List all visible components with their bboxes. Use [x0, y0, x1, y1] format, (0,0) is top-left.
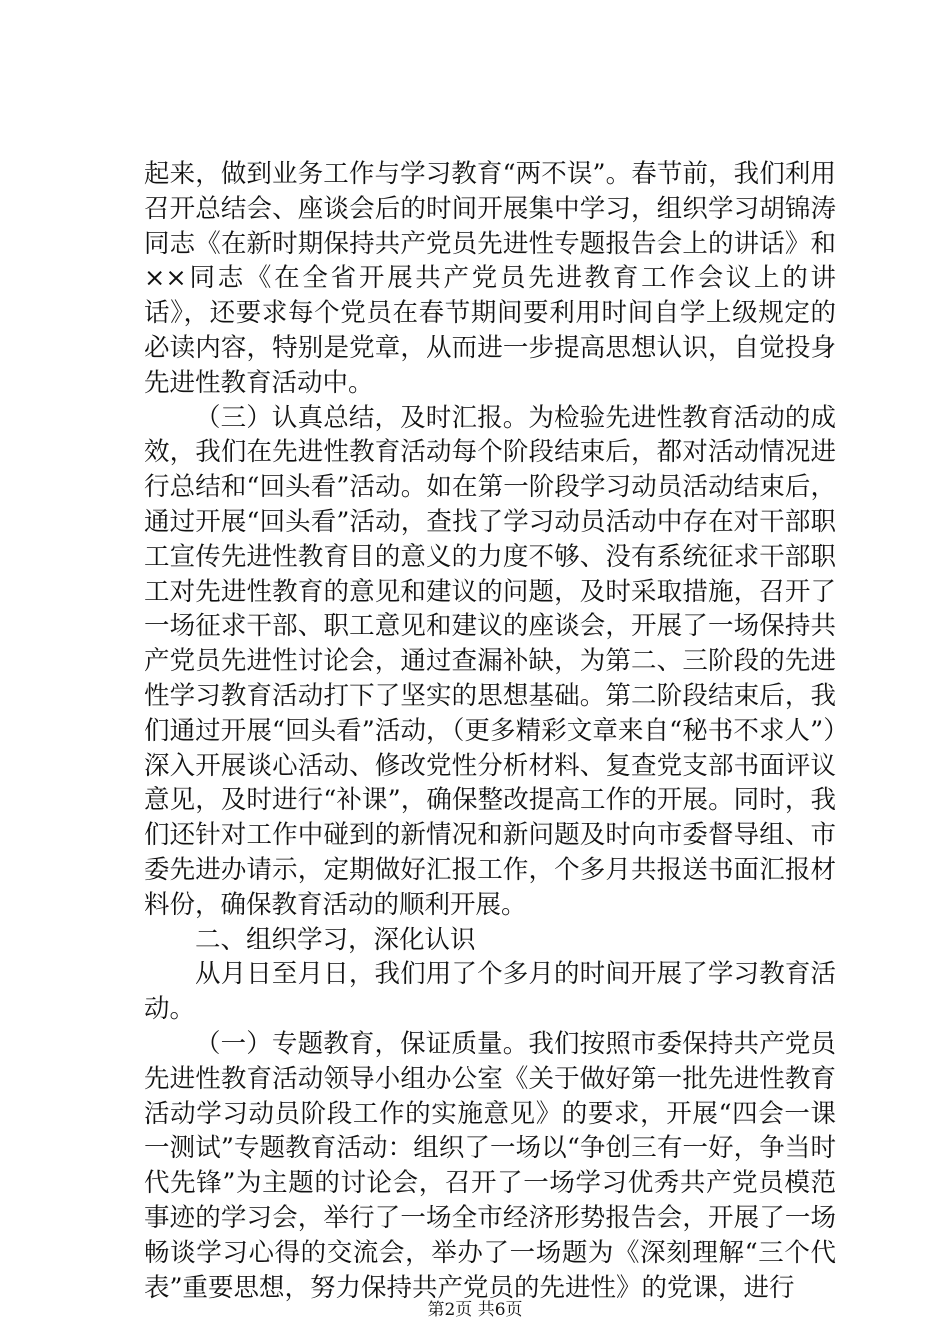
document-body	[144, 157, 836, 1305]
section-heading-2: 二、组织学习，深化认识	[195, 924, 476, 955]
paragraph-date-range: 从月日至月日，我们用了个多月的时间开展了学习教育活动。	[144, 959, 836, 1025]
paragraph-section-3: （三）认真总结，及时汇报。为检验先进性教育活动的成效，我们在先进性教育活动每个阶段结束后，都对活动情况进行总结和“回头看”活动。如在第一阶段学习动员活动结束后，通过开展“回头看”活动，查找了学习动员活动中存在对干部职工宣传先进性教育目的意义的力度不够、没有系统征求干部职工对先进性教育的意见和建议的问题，及时采取措施，召开了一场征求干部、职工意见和建议的座谈会，开展了一场保持共产党员先进性讨论会，通过查漏补缺，为第二、三阶段的先进性学习教育活动打下了坚实的思想基础。第二阶段结束后，我们通过开展“回头看”活动，（更多精彩文章来自“秘书不求人”）深入开展谈心活动、修改党性分析材料、复查党支部书面评议意见，及时进行“补课”，确保整改提高工作的开展。同时，我们还针对工作中碰到的新情况和新问题及时向市委督导组、市委先进办请示，定期做好汇报工作，个多月共报送书面汇报材料份，确保教育活动的顺利开展。	[144, 402, 836, 920]
paragraph-subsection-1: （一）专题教育，保证质量。我们按照市委保持共产党员先进性教育活动领导小组办公室《关于做好第一批先进性教育活动学习动员阶段工作的实施意见》的要求，开展“四会一课一测试”专题教育活动：组织了一场以“争创三有一好，争当时代先锋”为主题的讨论会，召开了一场学习优秀共产党员模范事迹的学习会，举行了一场全市经济形势报告会，开展了一场畅谈学习心得的交流会，举办了一场题为《深刻理解“三个代表”重要思想，努力保持共产党员的先进性》的党课，进行	[144, 1028, 836, 1303]
page-footer: 第2页 共6页	[427, 1300, 523, 1320]
paragraph-continuation: 起来，做到业务工作与学习教育“两不误”。春节前，我们利用召开总结会、座谈会后的时间开展集中学习，组织学习胡锦涛同志《在新时期保持共产党员先进性专题报告会上的讲话》和××同志《在全省开展共产党员先进教育工作会议上的讲话》，还要求每个党员在春节期间要利用时间自学上级规定的必读内容，特别是党章，从而进一步提高思想认识，自觉投身先进性教育活动中。	[144, 159, 836, 398]
